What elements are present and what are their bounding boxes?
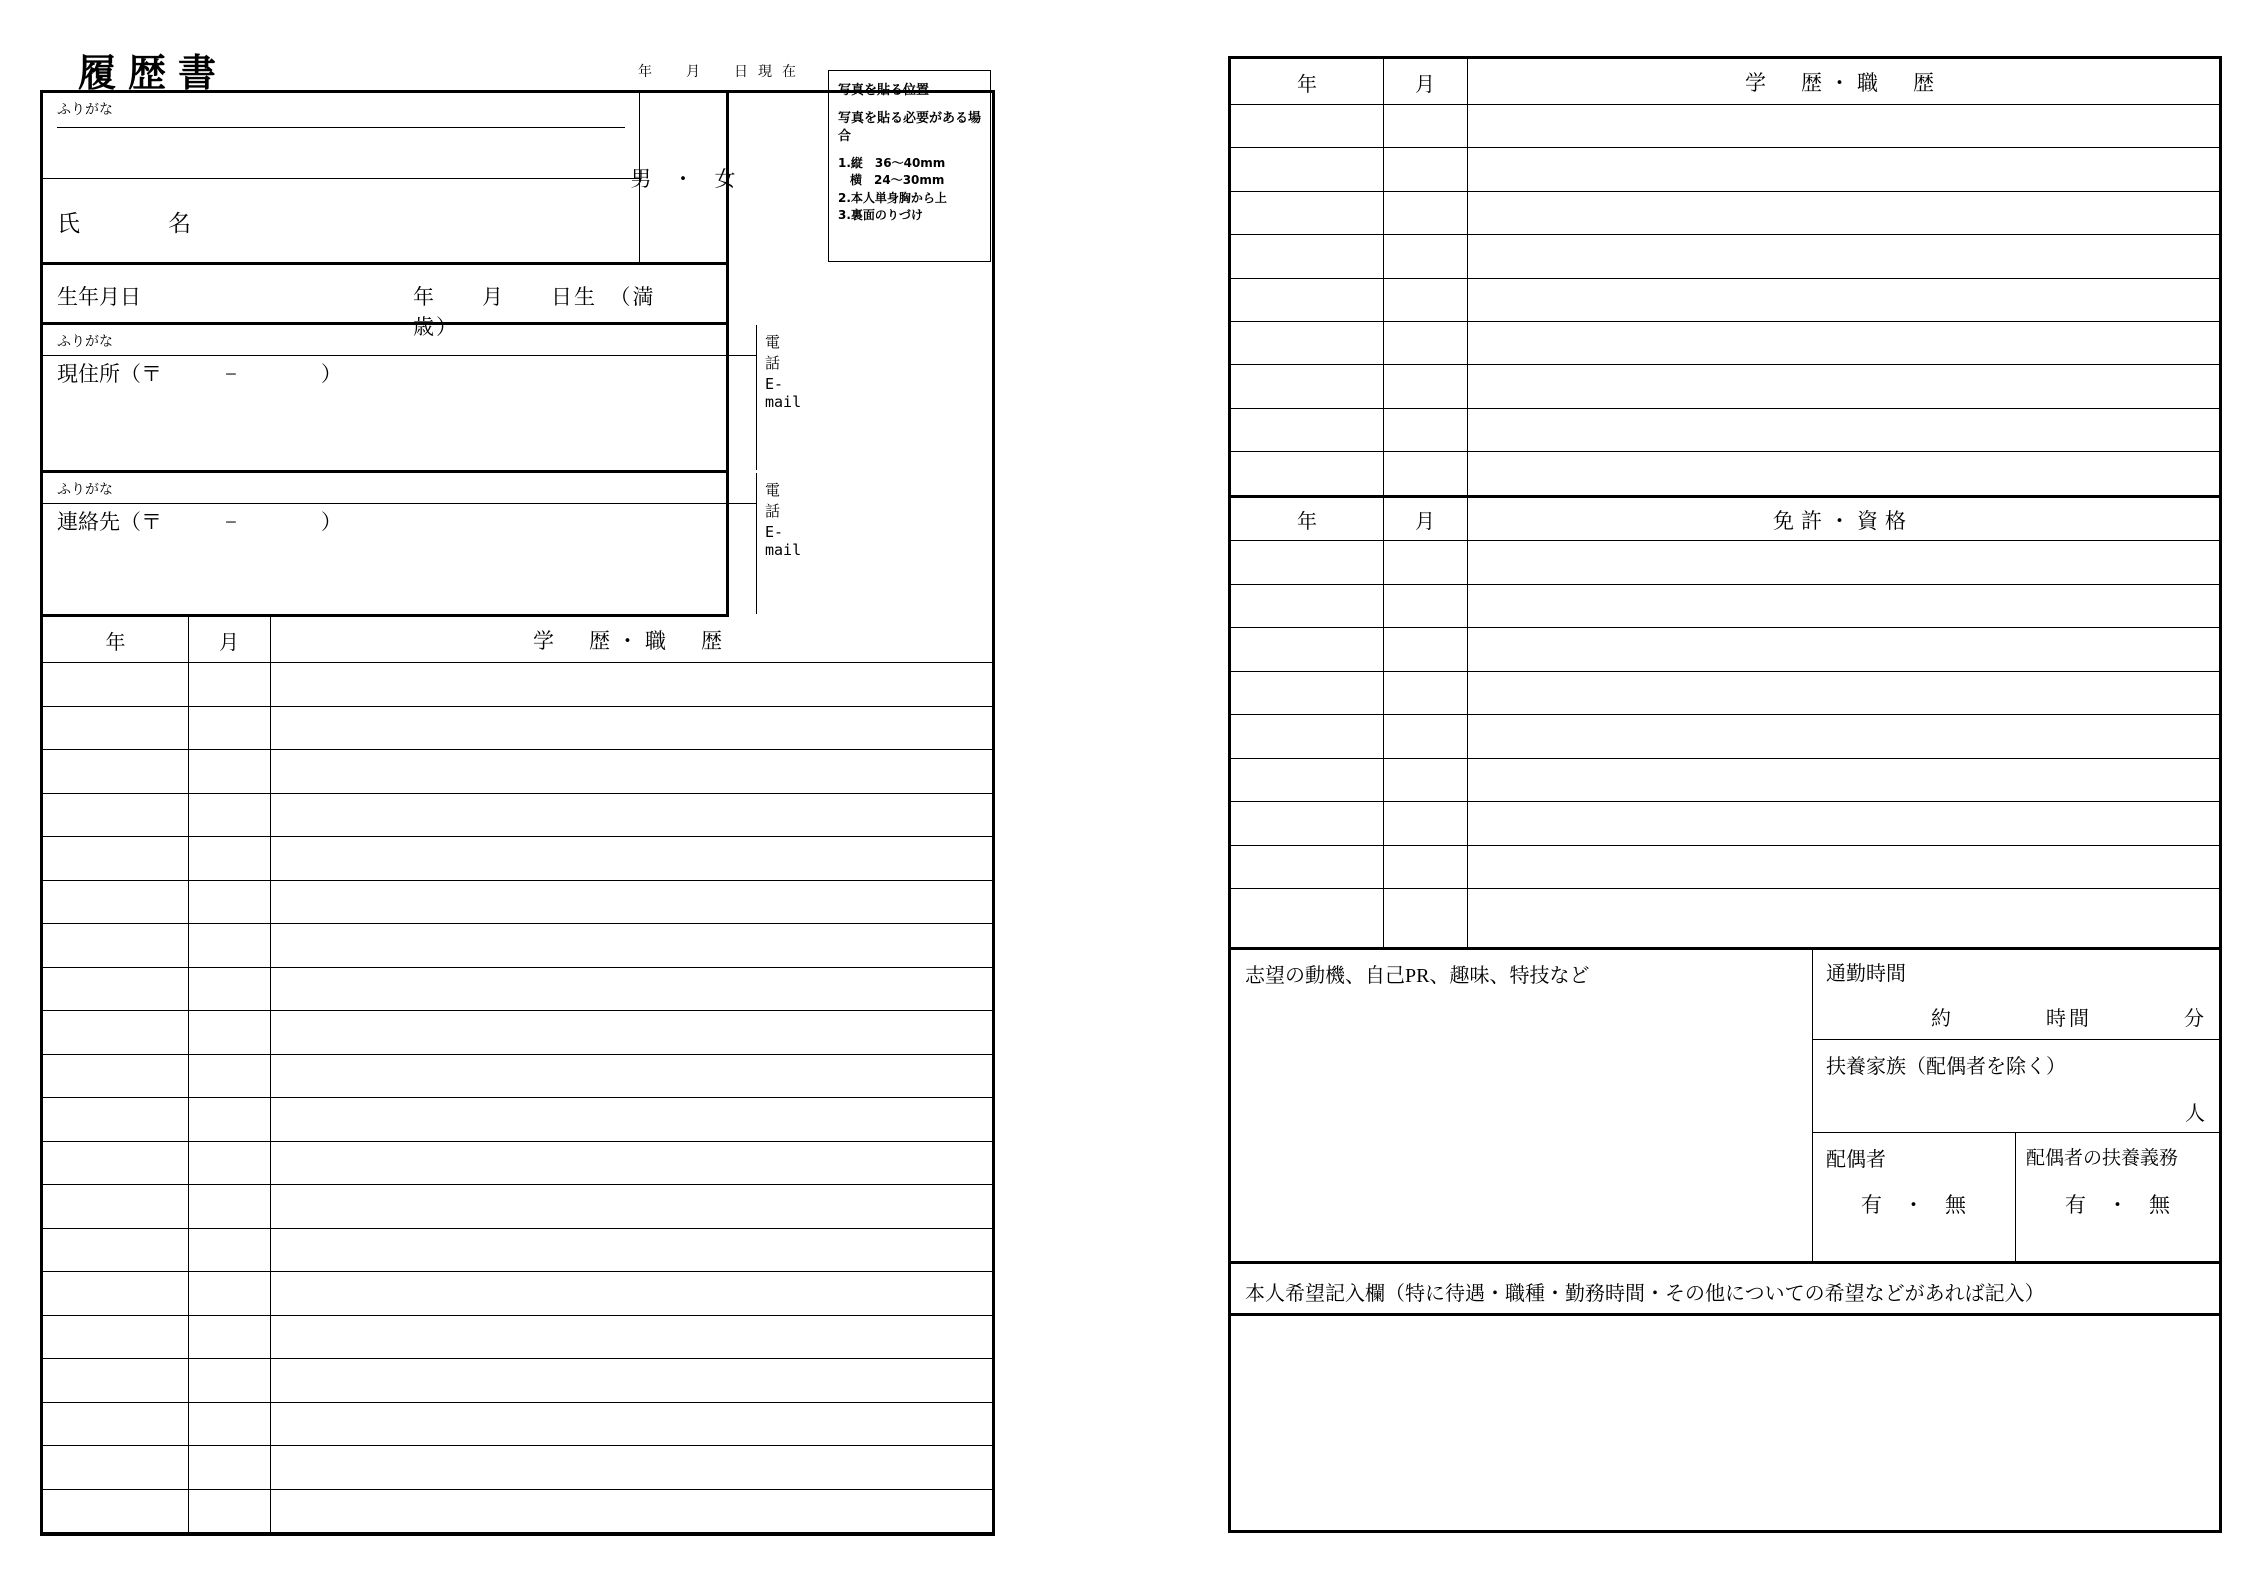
licenses-row[interactable]	[1231, 715, 2219, 759]
left-history-row[interactable]	[43, 1011, 992, 1055]
address-furigana-label: ふりがな	[57, 335, 113, 350]
left-history-row[interactable]	[43, 663, 992, 707]
contact-address-block[interactable]	[43, 473, 802, 617]
birthdate-label: 生年月日	[57, 285, 141, 309]
right-history-row[interactable]	[1231, 322, 2219, 365]
address-label: 現住所（〒 − ）	[57, 362, 342, 386]
licenses-col-year: 年	[1297, 511, 1317, 533]
right-history-col-year: 年	[1297, 73, 1317, 96]
right-sheet	[1228, 56, 2222, 1533]
page-title: 履歴書	[78, 51, 229, 95]
left-history-row[interactable]	[43, 837, 992, 881]
address-phone-label: 電話	[765, 335, 781, 372]
right-history-col-title: 学 歴・職 歴	[1745, 71, 1941, 95]
motivation-field[interactable]	[1231, 947, 1812, 1264]
right-history-row[interactable]	[1231, 105, 2219, 148]
spouse-support-options[interactable]: 有 ・ 無	[2065, 1193, 2170, 1217]
contact-label: 連絡先（〒 − ）	[57, 510, 342, 534]
spouse-options[interactable]: 有 ・ 無	[1861, 1193, 1966, 1217]
right-history-row[interactable]	[1231, 365, 2219, 408]
licenses-row[interactable]	[1231, 846, 2219, 890]
left-history-row[interactable]	[43, 707, 992, 751]
motivation-label: 志望の動機、自己PR、趣味、特技など	[1245, 965, 1590, 987]
address-divider	[756, 325, 757, 470]
spouse-field[interactable]	[1812, 1133, 2016, 1264]
right-history-row[interactable]	[1231, 235, 2219, 278]
contact-divider	[756, 473, 757, 614]
commute-time-value-line: 約 時間 分	[1931, 1008, 2207, 1030]
right-history-row[interactable]	[1231, 409, 2219, 452]
dependents-field[interactable]	[1812, 1040, 2219, 1133]
name-cell[interactable]	[43, 179, 639, 265]
motivation-section	[1231, 947, 2219, 1264]
furigana-underline	[57, 127, 625, 128]
left-history-row[interactable]	[43, 1229, 992, 1273]
left-history-row[interactable]	[43, 1142, 992, 1186]
left-history-row[interactable]	[43, 924, 992, 968]
left-history-col-title: 学 歴・職 歴	[533, 629, 729, 653]
right-history-row[interactable]	[1231, 452, 2219, 495]
photo-spec-2: 横 24〜30mm	[838, 173, 945, 188]
licenses-row[interactable]	[1231, 759, 2219, 803]
licenses-row[interactable]	[1231, 585, 2219, 629]
name-label: 氏 名	[57, 211, 205, 236]
right-history-row[interactable]	[1231, 279, 2219, 322]
contact-furigana-underline	[43, 503, 756, 504]
left-history-header-row	[43, 617, 992, 663]
left-history-row[interactable]	[43, 881, 992, 925]
commute-time-label: 通勤時間	[1826, 963, 1906, 985]
furigana-name-cell[interactable]	[43, 93, 639, 179]
education-work-history-table-left	[43, 617, 992, 1533]
photo-spec-4: 3.裏面のりづけ	[838, 208, 923, 223]
wishes-field[interactable]	[1231, 1316, 2219, 1530]
left-history-row[interactable]	[43, 1098, 992, 1142]
birthdate-value-line: 年 月 日生 （満 歳）	[413, 285, 702, 339]
licenses-row[interactable]	[1231, 541, 2219, 585]
left-history-row[interactable]	[43, 1272, 992, 1316]
address-email-label: E-mail	[765, 375, 802, 411]
left-history-row[interactable]	[43, 1446, 992, 1490]
right-history-row[interactable]	[1231, 192, 2219, 235]
left-history-row[interactable]	[43, 1490, 992, 1534]
licenses-header-row	[1231, 495, 2219, 541]
wishes-header	[1231, 1264, 2219, 1316]
photo-subtitle: 写真を貼る必要がある場合	[838, 111, 982, 144]
current-address-block[interactable]	[43, 325, 802, 473]
left-history-row[interactable]	[43, 750, 992, 794]
photo-spec-3: 2.本人単身胸から上	[838, 190, 947, 205]
left-history-row[interactable]	[43, 794, 992, 838]
left-history-col-year: 年	[105, 631, 126, 654]
address-furigana-underline	[43, 355, 756, 356]
contact-email-label: E-mail	[765, 523, 802, 559]
dependents-unit: 人	[2185, 1103, 2205, 1125]
left-history-row[interactable]	[43, 1359, 992, 1403]
left-history-col-month: 月	[219, 631, 239, 654]
left-history-row[interactable]	[43, 1316, 992, 1360]
spouse-label: 配偶者	[1826, 1149, 1886, 1171]
licenses-row[interactable]	[1231, 802, 2219, 846]
current-date-line: 年 月 日現在	[638, 65, 806, 80]
left-history-row[interactable]	[43, 968, 992, 1012]
right-history-col-month: 月	[1415, 73, 1435, 96]
contact-furigana-label: ふりがな	[57, 483, 113, 498]
left-history-row[interactable]	[43, 1055, 992, 1099]
wishes-label: 本人希望記入欄（特に待遇・職種・勤務時間・その他についての希望などがあれば記入）	[1245, 1283, 2045, 1305]
left-history-row[interactable]	[43, 1185, 992, 1229]
licenses-table	[1231, 495, 2219, 947]
right-history-header-row	[1231, 59, 2219, 105]
gender-cell[interactable]	[630, 93, 736, 265]
right-history-row[interactable]	[1231, 148, 2219, 191]
wishes-section	[1231, 1264, 2219, 1530]
licenses-row[interactable]	[1231, 628, 2219, 672]
gender-label: 男 ・ 女	[630, 166, 736, 191]
licenses-row[interactable]	[1231, 672, 2219, 716]
spouse-support-field[interactable]	[2016, 1133, 2219, 1264]
dependents-label: 扶養家族（配偶者を除く）	[1826, 1056, 2066, 1078]
spouse-support-label: 配偶者の扶養義務	[2026, 1148, 2179, 1169]
left-sheet	[40, 34, 995, 1536]
photo-title: 写真を貼る位置	[838, 83, 930, 98]
furigana-label: ふりがな	[57, 103, 113, 118]
commute-time-field[interactable]	[1812, 947, 2219, 1040]
left-history-row[interactable]	[43, 1403, 992, 1447]
photo-spec-1: 1.縦 36〜40mm	[838, 156, 946, 171]
education-work-history-table-right	[1231, 59, 2219, 495]
birthdate-row[interactable]	[43, 265, 729, 339]
contact-phone-label: 電話	[765, 483, 781, 520]
licenses-col-month: 月	[1415, 511, 1435, 533]
licenses-col-title: 免許・資格	[1773, 508, 1913, 533]
